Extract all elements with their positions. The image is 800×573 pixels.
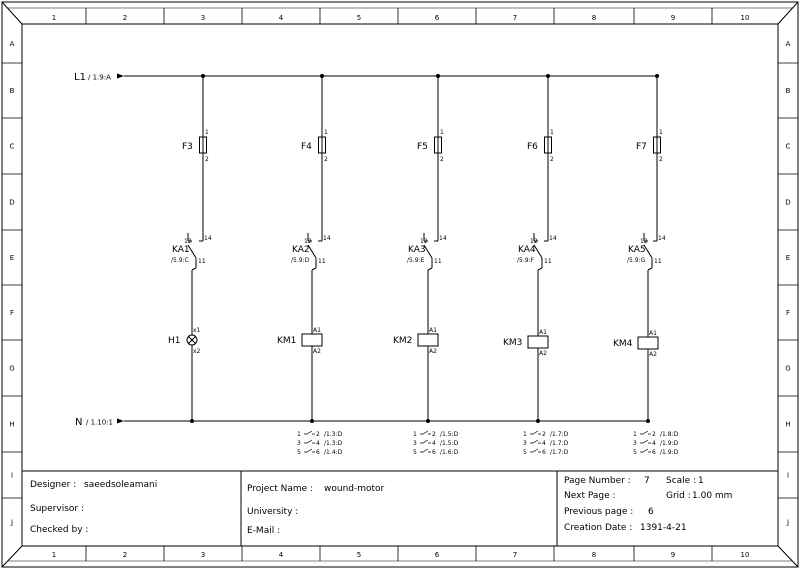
fuse-label: F6 [527,142,538,152]
wire [312,268,316,270]
contact-terminal: 12 [420,238,428,245]
load-terminal: A1 [539,329,547,336]
load-label: KM3 [503,338,523,348]
relay-ref: /5.9:E [407,257,425,264]
l1-arrow [117,74,124,79]
contact-ref-location: /1.3:D [324,440,343,447]
row-label: F [9,309,15,317]
contact-ref-symbol [304,440,315,443]
column-label: 5 [356,14,362,22]
power-rails [74,72,657,428]
contact-ref-terminal: 3 [523,440,527,447]
load-terminal: A1 [313,327,321,334]
column-label: 4 [278,551,284,559]
fuse-label: F3 [182,142,193,152]
contact-ref-terminal: 1 [297,431,301,438]
contact-ref-symbol [640,449,651,452]
row-label: A [785,40,791,48]
contact-ref-location: /1.5:D [440,431,459,438]
contact-ref-symbol [304,449,315,452]
row-label: D [9,198,15,207]
column-label: 3 [200,14,206,22]
row-label: G [9,364,15,373]
row-label: I [10,471,14,480]
contact-terminal: 14 [439,235,447,242]
contact-ref-terminal: 3 [297,440,301,447]
relay-ref: /5.9:F [517,257,535,264]
contact-ref-location: /1.3:D [324,431,343,438]
grid-label: Grid : [666,491,691,501]
contact-ref-terminal: 6 [542,449,546,456]
relay-label: KA4 [518,245,536,255]
scale-value: 1 [698,476,704,486]
checked-by-label: Checked by : [30,525,89,535]
contact-ref-location: /1.6:D [440,449,459,456]
branch-2 [277,74,331,423]
relay-ref: /5.9:G [627,257,646,264]
load-terminal: x1 [193,327,201,334]
contact-ref-location: /1.8:D [660,431,679,438]
contact-ref-terminal: 2 [316,431,320,438]
column-label: 1 [51,14,57,22]
column-label: 9 [670,14,676,22]
contact-ref-location: /1.7:D [550,431,569,438]
column-label: 4 [278,14,284,22]
contact-ref-terminal: 6 [432,449,436,456]
branch-3 [393,74,447,423]
coil-symbol [528,336,548,348]
junction-dot [310,419,314,423]
contact-terminal: 14 [549,235,557,242]
row-label: I [786,471,790,480]
contact-cross-references [297,431,679,456]
wire [428,268,432,270]
n-arrow [117,419,124,424]
contact-ref-terminal: 5 [523,449,527,456]
contact-ref-location: /1.5:D [440,440,459,447]
fuse-terminal: 1 [550,129,554,136]
contact-terminal: 12 [304,238,312,245]
scale-label: Scale : [666,476,697,486]
fuse-terminal: 1 [659,129,663,136]
contact-terminal: 12 [184,238,192,245]
creation-date-value: 1391-4-21 [640,523,687,533]
contact-ref-terminal: 4 [542,440,546,447]
junction-dot [190,419,194,423]
contact-ref-terminal: 2 [542,431,546,438]
coil-symbol [638,337,658,349]
contact-ref-symbol [530,449,541,452]
load-terminal: A2 [429,348,437,355]
contact-ref-terminal: 3 [633,440,637,447]
contact-ref-terminal: 1 [413,431,417,438]
fuse-label: F7 [636,142,647,152]
coil-symbol [418,334,438,346]
load-terminal: A2 [649,351,657,358]
column-label: 10 [740,14,750,22]
contact-ref-terminal: 6 [652,449,656,456]
branch-5 [613,74,666,423]
previous-page-value: 6 [648,507,654,517]
l1-label: L1 [74,72,86,83]
designer-value: saeedsoleamani [84,480,158,490]
page-number-label: Page Number : [564,476,631,486]
contact-ref-terminal: 4 [316,440,320,447]
contact-ref-symbol [420,440,431,443]
n-label: N [75,417,83,428]
column-label: 2 [122,14,128,22]
contact-terminal: 12 [640,238,648,245]
column-label: 6 [434,551,440,559]
load-label: KM1 [277,336,297,346]
designer-label: Designer : [30,480,77,490]
row-label: A [9,40,15,48]
row-label: B [9,87,15,95]
contact-ref-symbol [530,440,541,443]
contact-terminal: 11 [544,258,552,265]
load-terminal: A1 [649,330,657,337]
grid-value: 1.00 mm [692,491,733,501]
column-label: 7 [512,551,518,559]
row-label: E [9,254,15,262]
contact-ref-terminal: 3 [413,440,417,447]
row-label: J [786,518,790,527]
fuse-terminal: 2 [205,156,209,163]
fuse-terminal: 2 [440,156,444,163]
contact-ref-terminal: 5 [633,449,637,456]
wire [538,268,542,270]
relay-label: KA2 [292,245,310,255]
wire [648,268,652,270]
fuse-terminal: 1 [205,129,209,136]
contact-terminal: 14 [658,235,666,242]
next-page-label: Next Page : [564,491,616,501]
l1-ref: / 1.9:A [88,73,111,82]
contact-ref-location: /1.9:D [660,449,679,456]
load-terminal: A2 [539,350,547,357]
contact-ref-terminal: 4 [432,440,436,447]
fuse-terminal: 2 [324,156,328,163]
contact-ref-symbol [530,431,541,434]
relay-ref: /5.9:C [171,257,189,264]
circuit-branches [168,74,666,423]
relay-label: KA1 [172,245,190,255]
junction-dot [426,419,430,423]
contact-ref-symbol [420,431,431,434]
contact-terminal: 11 [198,258,206,265]
creation-date-label: Creation Date : [564,523,633,533]
row-label: F [785,309,791,317]
branch-1 [168,74,212,423]
row-label: J [10,518,14,527]
load-terminal: A1 [429,327,437,334]
title-block [22,471,778,546]
junction-dot [646,419,650,423]
row-label: H [785,420,791,429]
fuse-terminal: 2 [659,156,663,163]
contact-terminal: 11 [434,258,442,265]
row-label: B [785,87,791,95]
fuse-terminal: 1 [440,129,444,136]
load-label: KM4 [613,339,633,349]
relay-ref: /5.9:D [291,257,310,264]
fuse-terminal: 1 [324,129,328,136]
row-label: C [785,142,791,151]
university-label: University : [247,507,299,517]
n-ref: / 1.10:1 [86,418,113,427]
contact-terminal: 12 [530,238,538,245]
column-label: 5 [356,551,362,559]
column-label: 10 [740,551,750,559]
branch-4 [503,74,557,423]
contact-ref-terminal: 5 [297,449,301,456]
load-terminal: x2 [193,348,201,355]
relay-label: KA5 [628,245,646,255]
column-label: 8 [591,14,597,22]
contact-ref-symbol [420,449,431,452]
contact-ref-terminal: 2 [432,431,436,438]
load-terminal: A2 [313,348,321,355]
contact-ref-location: /1.7:D [550,440,569,447]
contact-terminal: 11 [318,258,326,265]
contact-terminal: 14 [323,235,331,242]
relay-label: KA3 [408,245,426,255]
contact-ref-terminal: 1 [633,431,637,438]
row-label: H [9,420,15,429]
column-label: 2 [122,551,128,559]
contact-ref-location: /1.4:D [324,449,343,456]
contact-terminal: 11 [654,258,662,265]
contact-ref-terminal: 4 [652,440,656,447]
contact-ref-terminal: 6 [316,449,320,456]
column-label: 7 [512,14,518,22]
fuse-terminal: 2 [550,156,554,163]
row-label: E [785,254,791,262]
contact-ref-terminal: 1 [523,431,527,438]
column-label: 1 [51,551,57,559]
load-label: KM2 [393,336,413,346]
supervisor-label: Supervisor : [30,504,84,514]
project-name-value: wound-motor [324,484,385,494]
junction-dot [536,419,540,423]
wire [192,268,196,270]
column-label: 3 [200,551,206,559]
coil-symbol [302,334,322,346]
fuse-label: F5 [417,142,428,152]
contact-ref-location: /1.9:D [660,440,679,447]
email-label: E-Mail : [247,526,281,536]
contact-terminal: 14 [204,235,212,242]
load-label: H1 [168,336,181,346]
project-name-label: Project Name : [247,484,314,494]
contact-ref-location: /1.7:D [550,449,569,456]
column-label: 6 [434,14,440,22]
row-label: G [785,364,791,373]
contact-ref-terminal: 5 [413,449,417,456]
previous-page-label: Previous page : [564,507,634,517]
row-label: D [785,198,791,207]
contact-ref-symbol [640,431,651,434]
contact-ref-symbol [640,440,651,443]
page-number-value: 7 [644,476,650,486]
column-label: 9 [670,551,676,559]
row-label: C [9,142,15,151]
fuse-label: F4 [301,142,312,152]
contact-ref-terminal: 2 [652,431,656,438]
contact-ref-symbol [304,431,315,434]
column-label: 8 [591,551,597,559]
